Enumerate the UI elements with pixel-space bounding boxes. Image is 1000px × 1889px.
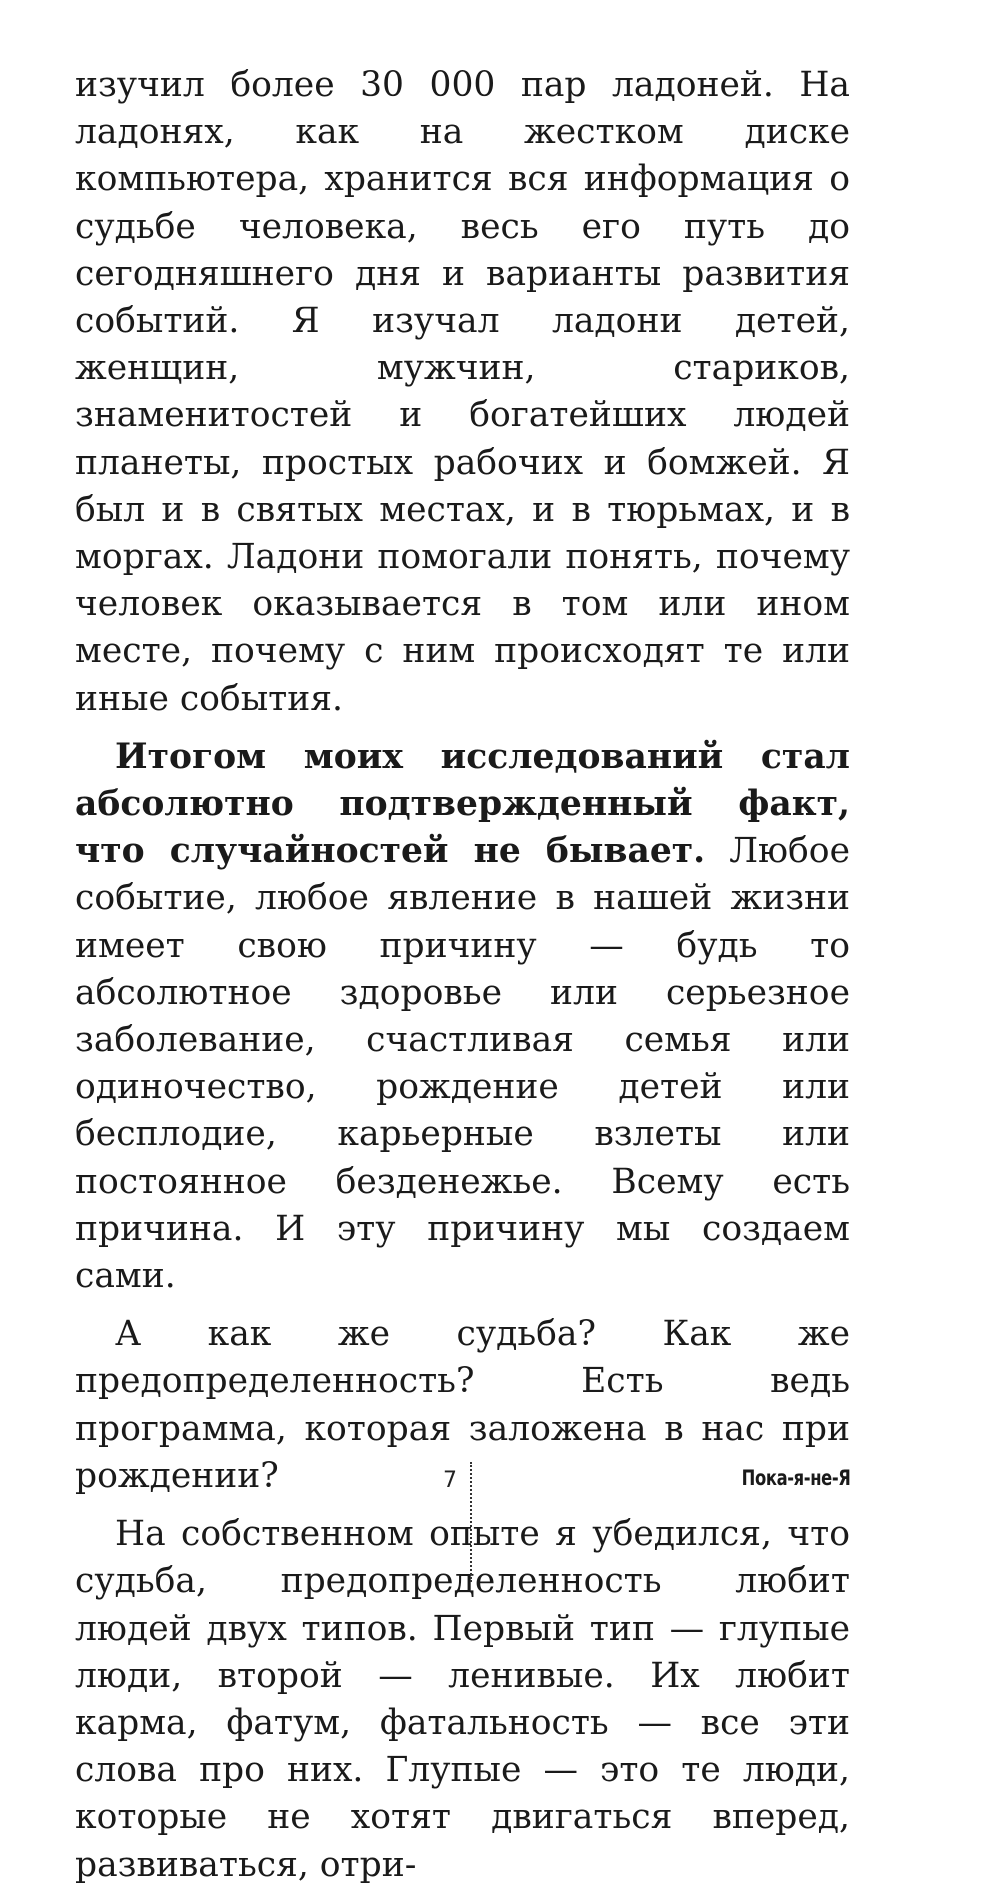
page-number: 7 <box>443 1468 457 1493</box>
page-body <box>75 62 850 1889</box>
page-footer <box>0 1458 1000 1518</box>
paragraph-1-text: изучил более 30 000 пар ладоней. На ладонях, как на жестком диске компьютера, хранится вся информация о судьбе человека, весь его путь до сегодняшнего дня и варианты развития событий. Я изучал ладони детей, женщин, мужчин, стариков, знаменитостей и богатейших людей планеты, простых рабочих и бомжей. Я был и в святых местах, и в тюрьмах, и в моргах. Ладони помогали понять, почему человек оказывается в том или ином месте, почему с ним происходят те или иные события. <box>75 65 850 719</box>
paragraph-2 <box>75 734 850 1300</box>
footer-divider <box>470 1462 472 1582</box>
paragraph-2-bold-lead: Итогом моих исследований стал абсолютно подтвержденный факт, что случайностей не бывает. <box>75 736 850 872</box>
paragraph-2-text: Любое событие, любое явление в нашей жизни имеет свою причину — будь то абсолютное здоровье или серьезное заболевание, счастливая семья или одиночество, рождение детей или бесплодие, карьерные взлеты или постоянное безденежье. Всему есть причина. И эту причину мы создаем сами. <box>75 831 850 1297</box>
paragraph-4 <box>75 1511 850 1889</box>
paragraph-3-text: А как же судьба? Как же предопределенность? Есть ведь программа, которая заложена в нас при рождении? <box>75 1314 850 1496</box>
book-title: Пока-я-не-Я <box>741 1466 850 1490</box>
paragraph-1 <box>75 62 850 723</box>
paragraph-4-text: На собственном опыте я убедился, что судьба, предопределенность любит людей двух типов. Первый тип — глупые люди, второй — ленивые. Их любит карма, фатум, фатальность — все эти слова про них. Глупые — это те люди, которые не хотят двигаться вперед, развиваться, отри- <box>75 1514 850 1885</box>
